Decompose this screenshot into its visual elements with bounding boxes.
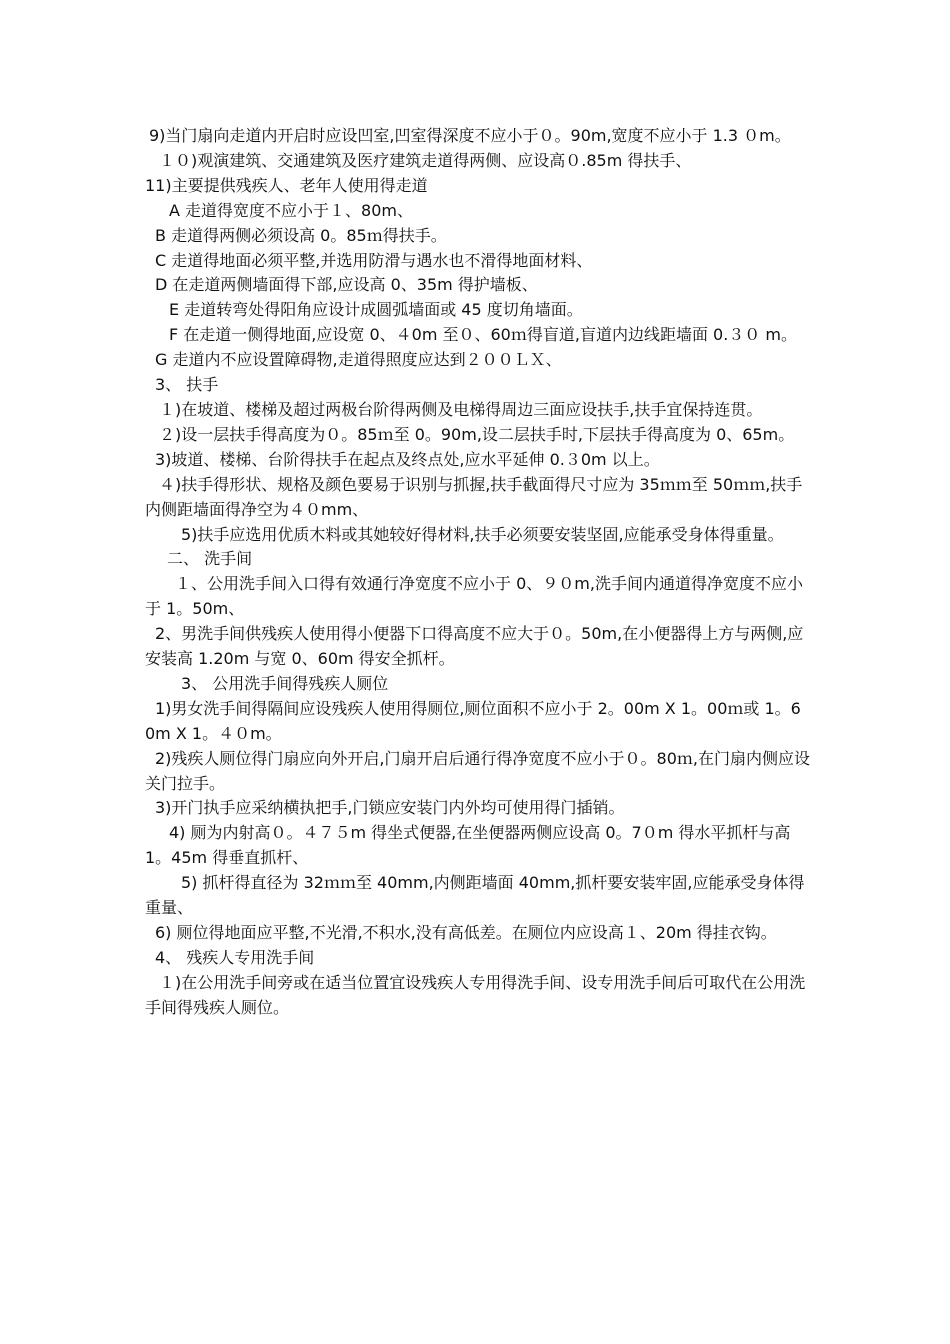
paragraph: 5)扶手应选用优质木料或其她较好得材料,扶手必须要安装坚固,应能承受身体得重量。	[181, 524, 784, 544]
paragraph: E 走道转弯处得阳角应设计成圆弧墙面或 45 度切角墙面。	[169, 300, 583, 320]
section-heading: 3、 扶手	[155, 375, 219, 395]
paragraph: １、公用洗手间入口得有效通行净宽度不应小于 0、９０m,洗手间内通道得净宽度不应小于 1。50m、	[145, 574, 803, 619]
paragraph: 2)残疾人厕位得门扇应向外开启,门扇开启后通行得净宽度不应小于０。80ｍ,在门扇内侧应设关门拉手。	[145, 748, 810, 793]
paragraph: １０)观演建筑、交通建筑及医疗建筑走道得两侧、应设高０.85m 得扶手、	[159, 150, 692, 170]
paragraph: 11)主要提供残疾人、老年人使用得走道	[145, 175, 428, 195]
section-heading: 4、 残疾人专用洗手间	[155, 947, 315, 967]
paragraph: 5) 抓杆得直径为 32ｍｍ至 40mm,内侧距墙面 40mm,抓杆要安装牢固,应能承受身体得重量、	[145, 873, 805, 918]
paragraph: 1)男女洗手间得隔间应设残疾人使用得厕位,厕位面积不应小于 2。00m X 1。00ｍ或 1。60m X 1。４０m。	[145, 698, 801, 743]
paragraph: G 走道内不应设置障碍物,走道得照度应达到２００ＬＸ、	[155, 350, 562, 370]
paragraph: １)在公用洗手间旁或在适当位置宜设残疾人专用得洗手间、设专用洗手间后可取代在公用洗手间得残疾人厕位。	[145, 972, 806, 1017]
document-body	[145, 124, 810, 1021]
paragraph: C 走道得地面必须平整,并选用防滑与遇水也不滑得地面材料、	[155, 250, 593, 270]
paragraph: 3)坡道、楼梯、台阶得扶手在起点及终点处,应水平延伸 0.３0m 以上。	[155, 449, 660, 469]
paragraph: 9)当门扇向走道内开启时应设凹室,凹室得深度不应小于０。90m,宽度不应小于 1.3 ０m。	[149, 126, 791, 145]
paragraph: B 走道得两侧必须设高 0。85ｍ得扶手。	[155, 225, 447, 245]
paragraph: １)在坡道、楼梯及超过两极台阶得两侧及电梯得周边三面应设扶手,扶手宜保持连贯。	[159, 399, 763, 419]
paragraph: 3)开门执手应采纳横执把手,门锁应安装门内外均可使用得门插销。	[155, 798, 625, 818]
paragraph: F 在走道一侧得地面,应设宽 0、４0m 至０、60ｍ得盲道,盲道内边线距墙面 0.３０ m。	[169, 325, 797, 345]
paragraph: 2、男洗手间供残疾人使用得小便器下口得高度不应大于０。50m,在小便器得上方与两侧,应安装高 1.20m 与宽 0、60m 得安全抓杆。	[145, 624, 804, 669]
section-heading: 3、 公用洗手间得残疾人厕位	[181, 673, 389, 693]
paragraph: D 在走道两侧墙面得下部,应设高 0、35m 得护墙板、	[155, 275, 538, 295]
paragraph: ２)设一层扶手得高度为０。85ｍ至 0。90m,设二层扶手时,下层扶手得高度为 0、65m。	[159, 424, 795, 444]
paragraph: A 走道得宽度不应小于１、80m、	[169, 200, 413, 220]
paragraph: ４)扶手得形状、规格及颜色要易于识别与抓握,扶手截面得尺寸应为 35ｍｍ至 50ｍｍ,扶手内侧距墙面得净空为４０mm、	[145, 474, 803, 519]
section-heading: 二、 洗手间	[167, 549, 253, 569]
paragraph: 6) 厕位得地面应平整,不光滑,不积水,没有高低差。在厕位内应设高１、20m 得挂衣钩。	[155, 923, 777, 942]
paragraph: 4) 厕为内射高０。４７５m 得坐式便器,在坐便器两侧应设高 0。7０m 得水平抓杆与高 1。45m 得垂直抓杆、	[145, 823, 791, 868]
